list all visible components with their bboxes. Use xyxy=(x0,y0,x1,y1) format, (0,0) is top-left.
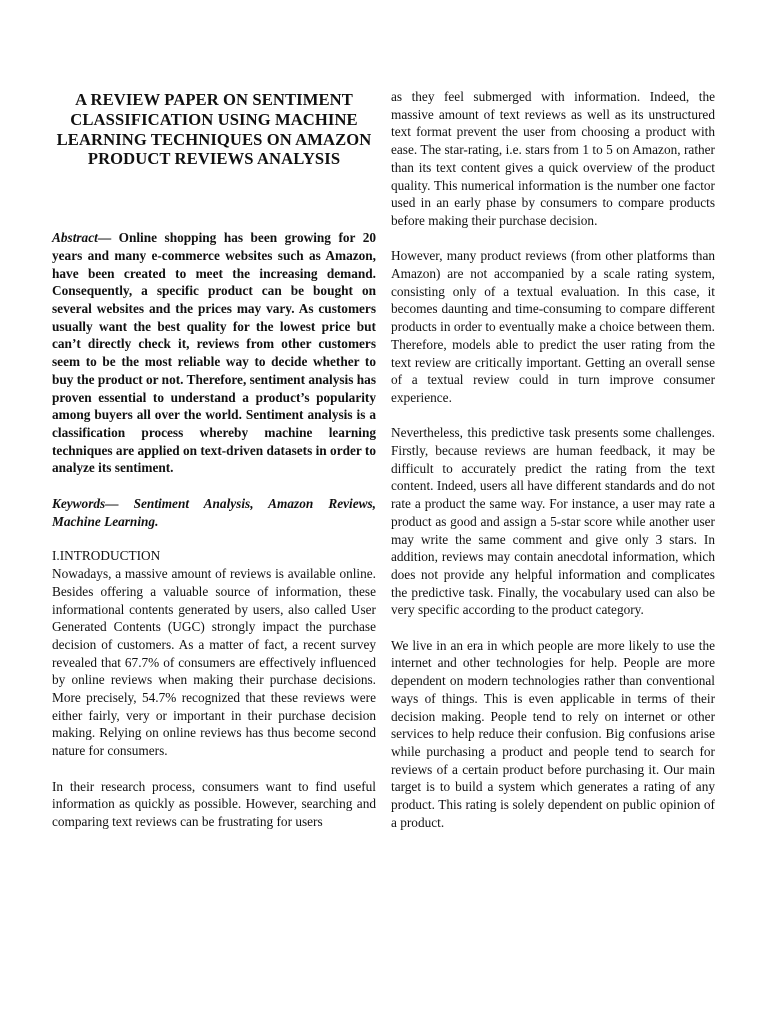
intro-paragraph-2: In their research process, consumers want to find useful information as quickly as possible. However, searching and comparing text reviews can be frustrating for users xyxy=(52,778,376,829)
keywords-dash: — xyxy=(105,496,134,512)
intro-paragraph-5: Nevertheless, this predictive task presents some challenges. Firstly, because reviews are human feedback, it may be difficult to accurately predict the rating from the text content. Indeed, users all have different standards and do not rate a product the same way. For instance, a user may rate a product as good and assign a 5-star score while another user may write the same comment and give only 3 stars. In addition, reviews may contain anecdotal information, which does not provide any helpful information and complicates the predictive task. Finally, the vocabulary used can also be very specific according to the product category. xyxy=(391,425,715,618)
left-column xyxy=(52,88,376,848)
intro-paragraph-4: However, many product reviews (from other platforms than Amazon) are not accompanied by a scale rating system, consisting only of a textual evaluation. In this case, it becomes daunting and time-consuming to compare different products in order to eventually make a choice between them. Therefore, models able to predict the user rating from the text review are critically important. Getting an overall sense of a textual review could in turn improve consumer experience. xyxy=(391,248,715,405)
abstract-text: Online shopping has been growing for 20 years and many e-commerce websites such as Amazon, have been created to meet the increasing demand. Consequently, a specific product can be bought on several websites and the prices may vary. As customers usually want the best quality for the lowest price but can’t directly check it, reviews from other customers seem to be the most reliable way to decide whether to buy the product or not. Therefore, sentiment analysis has proven essential to understand a product’s popularity among buyers all over the world. Sentiment analysis is a classification process whereby machine learning techniques are applied on text-driven datasets in order to analyze its sentiment. xyxy=(52,230,376,476)
intro-paragraph-1: Nowadays, a massive amount of reviews is available online. Besides offering a valuable source of information, these informational contents generated by users, also called User Generated Contents (UGC) strongly impact the purchase decision of customers. As a matter of fact, a recent survey revealed that 67.7% of consumers are effectively influenced by online reviews when making their purchase decisions. More precisely, 54.7% recognized that these reviews were either fairly, very or important in their purchase decision making. Relying on online reviews has thus become second nature for consumers. xyxy=(52,566,376,759)
intro-paragraph-6: We live in an era in which people are more likely to use the internet and other technologies for help. People are more dependent on modern technologies rather than conventional ways of things. This is even applicable in terms of their decision making. People tend to rely on internet or other services to help reduce their confusion. Big confusions arise while purchasing a product and people tend to search for reviews of a certain product before purchasing it. Our main target is to build a system which generates a rating of any product. This rating is solely dependent on public opinion of a product. xyxy=(391,637,715,830)
paper-title: A REVIEW PAPER ON SENTIMENT CLASSIFICATION USING MACHINE LEARNING TECHNIQUES ON AMAZON PRODUCT REVIEWS ANALYSIS xyxy=(56,90,372,169)
abstract xyxy=(52,229,376,477)
right-column xyxy=(391,88,715,849)
abstract-label: Abstract xyxy=(52,230,98,246)
keywords xyxy=(52,495,376,530)
keywords-text: Sentiment Analysis, Amazon Reviews, Machine Learning. xyxy=(52,496,376,529)
abstract-dash: — xyxy=(97,230,119,246)
intro-paragraph-3: as they feel submerged with information. Indeed, the massive amount of text reviews as well as its unstructured text format prevent the user from choosing a product with ease. The star-rating, i.e. stars from 1 to 5 on Amazon, rather than its text content gives a quick overview of the product quality. This numerical information is the number one factor used in an early phase by consumers to compare products before making their purchase decision. xyxy=(391,89,715,228)
keywords-label: Keywords xyxy=(52,496,106,512)
section-heading-introduction: I.INTRODUCTION xyxy=(52,548,161,564)
